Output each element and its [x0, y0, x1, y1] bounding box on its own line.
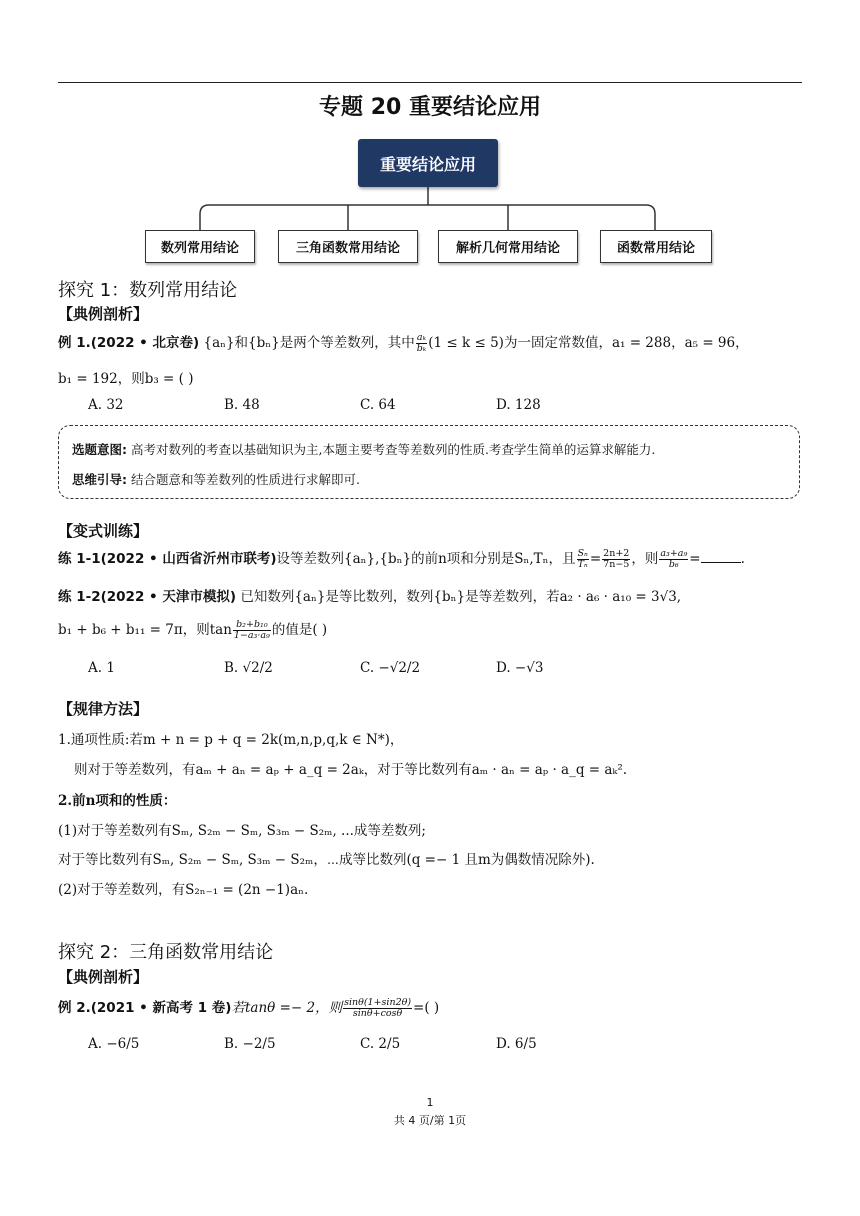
page-number: 1 [426, 1096, 434, 1109]
page-title: 专题 20 重要结论应用 [319, 95, 541, 120]
intent-text: 高考对数列的考查以基础知识为主,本题主要考查等差数列的性质.考查学生简单的运算求解能力. [130, 442, 656, 457]
method-line-1b: 则对于等差数列，有aₘ + aₙ = aₚ + a_q = 2aₖ，对于等比数列有aₘ · aₙ = aₚ · a_q = aₖ². [74, 762, 628, 778]
section2-heading: 探究 2：三角函数常用结论 [58, 942, 274, 963]
example1-fraction: $\frac{\text{aₖ}}{\text{bₖ}}$ [416, 332, 427, 354]
mindmap-node-sequence: 数列常用结论 [145, 230, 255, 263]
section1-example-heading: 【典例剖析】 [58, 305, 149, 323]
example1-option-d: D. 128 [496, 397, 541, 413]
example2-option-b: B. −2/5 [224, 1036, 276, 1052]
guide-line [72, 470, 360, 488]
intent-label: 选题意图: [72, 442, 127, 457]
variant1-fraction-3: $\frac{\text{a₃+a₉}}{\text{b₆}}$ [660, 548, 688, 570]
variant1-source: (2022 • 山西省沂州市联考) [100, 551, 277, 567]
example1-option-b: B. 48 [224, 397, 260, 413]
variant2-label: 练 1-2 [58, 589, 101, 605]
method-line-2: 2.前n项和的性质： [58, 793, 177, 809]
method-heading: 【规律方法】 [58, 700, 149, 718]
example2-option-a: A. −6/5 [88, 1036, 140, 1052]
example1-label: 例 1. [58, 335, 91, 351]
method-line-4: 对于等比数列有Sₘ, S₂ₘ − Sₘ, S₃ₘ − S₂ₘ，⋯成等比数列(q =− 1 且m为偶数情况除外). [58, 852, 595, 868]
variant2-text: 已知数列{aₙ}是等比数列，数列{bₙ}是等差数列，若a₂ · a₆ · a₁₀ = 3√3, [240, 589, 682, 605]
page-info: 共 4 页/第 1页 [393, 1114, 467, 1127]
example1-text-b: (1 ≤ k ≤ 5)为一固定常数值，a₁ = 288，a₅ = 96， [428, 335, 749, 351]
variant1-fraction-2: $\frac{2n+2}{7n-5}$ [603, 548, 630, 570]
variant2-line2: b₁ + b₆ + b₁₁ = 7π，则tan $\frac{\text{b₂+b₁₀}}{\text{1−a₃·a₉}}$ 的值是( ) [58, 619, 328, 641]
variant-heading: 【变式训练】 [58, 522, 149, 540]
variant2-option-c: C. −√2/2 [360, 660, 421, 676]
intent-line [72, 440, 655, 458]
mindmap-node-function: 函数常用结论 [600, 230, 712, 263]
example2-label: 例 2. [58, 1000, 91, 1016]
variant2-fraction: $\frac{\text{b₂+b₁₀}}{\text{1−a₃·a₉}}$ [233, 619, 270, 641]
example1-text-a: {aₙ}和{bₙ}是两个等差数列，其中 [203, 335, 415, 351]
variant2-option-d: D. −√3 [496, 660, 544, 676]
example1-option-c: C. 64 [360, 397, 396, 413]
variant2-option-b: B. √2/2 [224, 660, 273, 676]
method-line-5: (2)对于等差数列，有S₂ₙ₋₁ = (2n −1)aₙ. [58, 882, 309, 898]
example1-source: (2022 • 北京卷) [90, 335, 200, 351]
example1-option-a: A. 32 [88, 397, 124, 413]
variant1-label: 练 1-1 [58, 551, 101, 567]
mindmap-node-analytic-geometry: 解析几何常用结论 [438, 230, 578, 263]
mindmap-root: 重要结论应用 [358, 139, 498, 187]
example2-line: 例 2.(2021 • 新高考 1 卷)若tanθ =− 2，则 $\frac{\sin\theta(1+\sin 2\theta)}{\sin\theta+\cos\theta}$ =( ) [58, 997, 440, 1019]
example2-source: (2021 • 新高考 1 卷) [90, 1000, 232, 1016]
example2-fraction: $\frac{\sin\theta(1+\sin 2\theta)}{\sin\theta+\cos\theta}$ [344, 997, 412, 1019]
method-line-3: (1)对于等差数列有Sₘ, S₂ₘ − Sₘ, S₃ₘ − S₂ₘ, ...成等差数列; [58, 823, 426, 839]
guide-label: 思维引导: [72, 472, 127, 487]
section1-heading: 探究 1：数列常用结论 [58, 280, 238, 301]
variant1-text-a: 设等差数列{aₙ},{bₙ}的前n项和分别是Sₙ,Tₙ，且 [276, 551, 576, 567]
example1-line1 [58, 331, 749, 354]
section2-example-heading: 【典例剖析】 [58, 968, 149, 986]
example2-option-c: C. 2/5 [360, 1036, 401, 1052]
guide-text: 结合题意和等差数列的性质进行求解即可. [130, 472, 360, 487]
example1-line2: b₁ = 192，则b₃ = ( ) [58, 371, 194, 387]
method-line-1: 1.通项性质:若m + n = p + q = 2k(m,n,p,q,k ∈ N*)， [58, 732, 404, 748]
variant2-source: (2022 • 天津市模拟) [100, 589, 237, 605]
variant2-line1 [58, 585, 681, 605]
mindmap-node-trig: 三角函数常用结论 [278, 230, 418, 263]
example2-option-d: D. 6/5 [496, 1036, 537, 1052]
answer-blank [701, 551, 741, 563]
variant1-line: 练 1-1(2022 • 山西省沂州市联考)设等差数列{aₙ},{bₙ}的前n项和分别是Sₙ,Tₙ，且 $\frac{\text{Sₙ}}{\text{Tₙ}}$ = $\frac{2n+2}{7n-5}$ ，则 $\frac{\text{a₃+a₉}}{\text{b₆}}$ = . [58, 548, 745, 570]
variant2-option-a: A. 1 [88, 660, 115, 676]
variant1-fraction-1: $\frac{\text{Sₙ}}{\text{Tₙ}}$ [577, 548, 588, 570]
